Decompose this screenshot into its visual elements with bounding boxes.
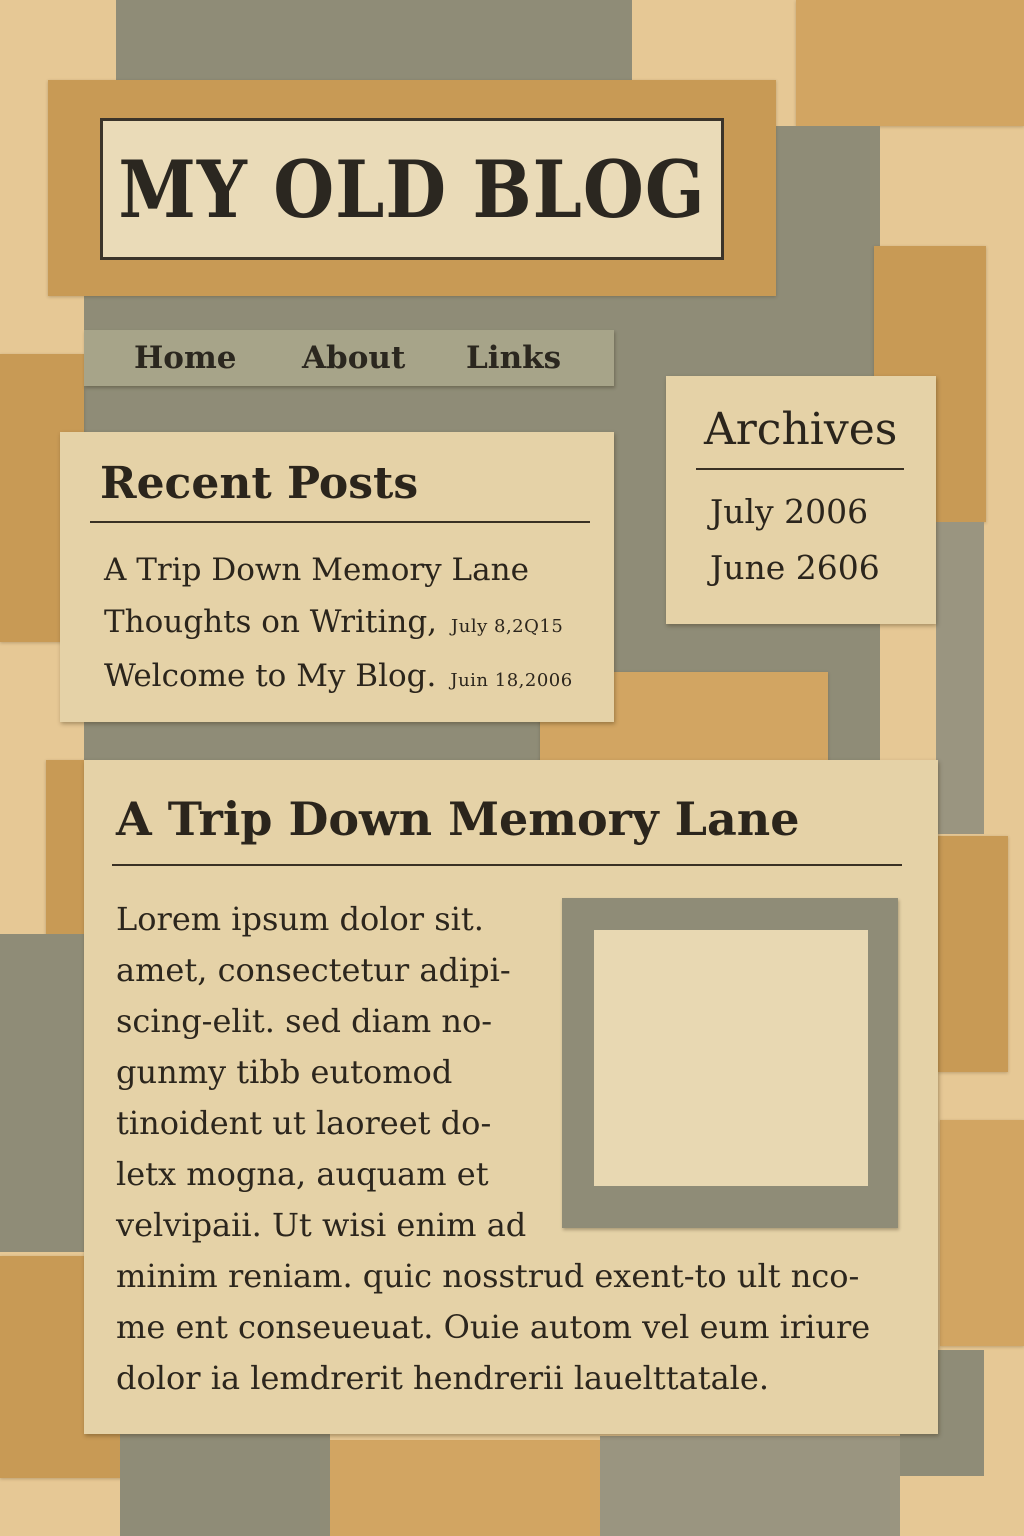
bg-paper-bottom-grey2	[600, 1436, 900, 1536]
bg-paper-top-strip	[116, 0, 632, 85]
nav-home-link[interactable]: Home	[134, 340, 237, 376]
bg-paper-right-tan3	[940, 1120, 1024, 1346]
article-line: tinoident ut laoreet do-	[116, 1104, 492, 1142]
bg-paper-right-tan2	[938, 836, 1008, 1072]
archives-divider	[696, 468, 904, 470]
bg-paper-bottom-tan	[330, 1440, 600, 1536]
recent-post-link[interactable]	[104, 604, 563, 640]
bg-paper-top-right	[796, 0, 1024, 126]
recent-posts-divider	[90, 521, 590, 523]
bg-paper-bottom-grey	[120, 1430, 330, 1536]
article-line: amet, consectetur adipi-	[116, 951, 511, 989]
article-line: minim reniam. quic nosstrud exent-to ult nco-	[116, 1257, 860, 1295]
recent-posts-title: Recent Posts	[100, 458, 419, 509]
bg-paper-left-grey	[0, 934, 84, 1252]
article-body	[116, 894, 906, 1404]
archive-link[interactable]: July 2006	[710, 492, 869, 531]
main-nav	[84, 330, 614, 386]
article-line: Lorem ipsum dolor sit.	[116, 900, 484, 938]
article-line: gunmy tibb eutomod	[116, 1053, 453, 1091]
archives-title: Archives	[704, 404, 898, 455]
recent-post-date: July 8,2Q15	[451, 616, 564, 637]
article-line: scing-elit. sed diam no-	[116, 1002, 493, 1040]
archive-link[interactable]: June 2606	[710, 548, 880, 587]
article-divider	[112, 864, 902, 866]
nav-about-link[interactable]: About	[302, 340, 406, 376]
nav-links-link[interactable]: Links	[466, 340, 562, 376]
site-title[interactable]: MY OLD BLOG	[118, 142, 706, 236]
recent-post-date: Juin 18,2006	[450, 670, 573, 691]
bg-paper-right-grey	[936, 522, 984, 834]
article-title[interactable]: A Trip Down Memory Lane	[116, 792, 800, 846]
article-line: velvipaii. Ut wisi enim ad	[116, 1206, 527, 1244]
archives-card	[666, 376, 936, 624]
article-line: me ent conseueuat. Ouie autom vel eum iriure	[116, 1308, 871, 1346]
recent-post-title: Thoughts on Writing,	[104, 604, 438, 640]
article-line: dolor ia lemdrerit hendrerii lauelttatale.	[116, 1359, 769, 1397]
recent-post-title: Welcome to My Blog.	[104, 658, 437, 694]
recent-post-link[interactable]	[104, 552, 529, 588]
recent-post-link[interactable]	[104, 658, 573, 694]
recent-post-title: A Trip Down Memory Lane	[104, 552, 529, 588]
article-line: letx mogna, auquam et	[116, 1155, 489, 1193]
site-title-frame	[100, 118, 724, 260]
recent-posts-card	[60, 432, 614, 722]
